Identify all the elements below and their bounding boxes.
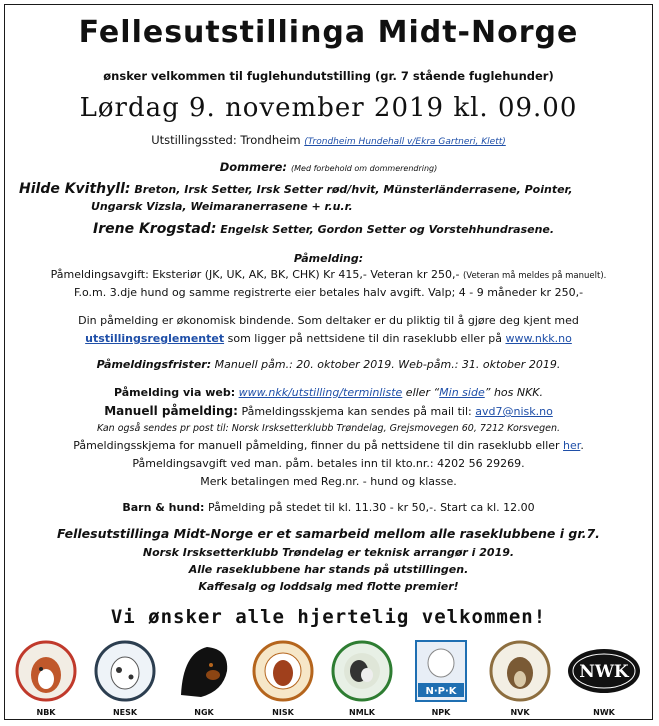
event-date: Lørdag 9. november 2019 kl. 09.00	[79, 93, 578, 123]
judge-breeds-cont: Ungarsk Vizsla, Weimaranerrasene + r.u.r.	[91, 200, 353, 213]
footer-line3: Alle raseklubbene har stands på utstillingen.	[188, 563, 469, 576]
footer-line4: Kaffesalg og loddsalg med flotte premier!	[198, 580, 459, 593]
manual-text: Påmeldingsskjema kan sendes på mail til:	[241, 405, 472, 418]
logo-abbr: NWK	[593, 708, 615, 717]
judges-title: Dommere:	[219, 160, 288, 174]
svg-text:NWK: NWK	[579, 662, 629, 682]
kids-text: Påmelding på stedet til kl. 11.30 - kr 50,-. Start ca kl. 12.00	[207, 501, 535, 514]
pointer-logo	[406, 635, 476, 719]
breton-dog-logo	[11, 635, 81, 719]
rules-link[interactable]: utstillingsreglementet	[85, 332, 225, 345]
fee-note: (Veteran må meldes på manuelt).	[462, 271, 607, 281]
judge-breeds: Engelsk Setter, Gordon Setter og Vorstehhundrasene.	[220, 223, 555, 236]
manual-label: Manuell påmelding:	[104, 404, 238, 418]
form-text: Påmeldingsskjema for manuell påmelding, finner du på nettsidene til din raseklubb eller	[73, 439, 560, 452]
logo-abbr: NESK	[112, 708, 138, 717]
logo-abbr: NBK	[36, 708, 56, 717]
rules-line	[5, 332, 652, 345]
venue-label: Utstillingssted:	[151, 133, 237, 147]
venue-city: Trondheim	[240, 133, 301, 147]
kids-label: Barn & hund:	[122, 501, 205, 514]
logo-abbr: NVK	[510, 708, 530, 717]
discount-line: F.o.m. 3.dje hund og samme registrerte eier betales halv avgift. Valp; 4 - 9 måneder kr 250,-	[73, 286, 584, 299]
logo-abbr: NGK	[194, 708, 214, 717]
english-setter-logo	[90, 635, 160, 719]
judge-entry	[19, 181, 642, 215]
logo-abbr: NPK	[431, 708, 451, 717]
web-link[interactable]: www.nkk/utstilling/terminliste	[238, 386, 403, 399]
logo-abbr: NMLK	[349, 708, 375, 717]
irish-setter-logo	[248, 635, 318, 719]
deadlines-text: Manuell påm.: 20. oktober 2019. Web-påm.: 31. oktober 2019.	[214, 358, 561, 371]
munsterlander-logo	[327, 635, 397, 719]
web-or: eller	[405, 386, 430, 399]
judge-breeds: Breton, Irsk Setter, Irsk Setter rød/hvit, Münsterländerrasene, Pointer,	[134, 183, 573, 196]
logo-abbr: NISK	[272, 708, 294, 717]
judge-entry	[93, 221, 642, 238]
kids-line	[5, 501, 652, 514]
judge-name: Irene Krogstad:	[93, 221, 217, 237]
form-line: Påmeldingsskjema for manuell påmelding, finner du på nettsidene til din raseklubb eller her.	[73, 439, 584, 452]
footer-line2: Norsk Irsksetterklubb Trøndelag er teknisk arrangør i 2019.	[142, 546, 515, 559]
post-line: Kan også sendes pr post til: Norsk Irsksetterklubb Trøndelag, Grejsmovegen 60, 7212 Korsvegen.	[96, 423, 561, 434]
binding-line: Din påmelding er økonomisk bindende. Som deltaker er du pliktig til å gjøre deg kjent med	[78, 314, 579, 327]
web-line: Påmelding via web: www.nkk/utstilling/terminliste eller “Min side” hos NKK.	[113, 386, 544, 399]
svg-text:N·P·K: N·P·K	[425, 686, 457, 697]
mark-line: Merk betalingen med Reg.nr. - hund og klasse.	[200, 475, 457, 488]
payment-line: Påmeldingsavgift ved man. påm. betales inn til kto.nr.: 4202 56 29269.	[132, 457, 525, 470]
slogan: Vi ønsker alle hjertelig velkommen!	[110, 606, 547, 628]
form-link[interactable]: her	[563, 439, 581, 452]
nkk-link[interactable]: www.nkk.no	[505, 332, 572, 345]
club-logos	[11, 635, 646, 719]
gordon-setter-logo	[169, 635, 239, 719]
venue-line	[5, 133, 652, 147]
registration-heading: Påmelding:	[293, 252, 364, 265]
deadlines-line	[5, 358, 652, 371]
page-title: Fellesutstillinga Midt-Norge	[78, 15, 579, 50]
email-link[interactable]: avd7@nisk.no	[475, 405, 553, 418]
judges-note: (Med forbehold om dommerendring)	[291, 164, 438, 173]
fee-text: Påmeldingsavgift: Eksteriør (JK, UK, AK, BK, CHK) Kr 415,- Veteran kr 250,-	[50, 268, 460, 281]
web-hos: hos NKK.	[493, 386, 544, 399]
rules-text: som ligger på nettsidene til din raseklubb eller på	[227, 332, 502, 345]
judge-name: Hilde Kvithyll:	[19, 181, 131, 197]
weimaraner-logo	[564, 635, 644, 719]
min-side-link[interactable]: Min side	[439, 386, 485, 399]
judges-heading	[5, 160, 652, 174]
deadlines-label: Påmeldingsfrister:	[96, 358, 212, 371]
venue-link[interactable]: (Trondheim Hundehall v/Ekra Gartneri, Klett)	[304, 137, 506, 147]
manual-line	[5, 404, 652, 418]
web-label: Påmelding via web:	[113, 386, 236, 399]
welcome-text: ønsker velkommen til fuglehundutstilling (gr. 7 stående fuglehunder)	[103, 69, 554, 83]
fee-line	[5, 268, 652, 281]
flyer	[4, 4, 653, 720]
vorsteh-logo	[485, 635, 555, 719]
footer-line1: Fellesutstillinga Midt-Norge er et samarbeid mellom alle raseklubbene i gr.7.	[57, 526, 600, 541]
